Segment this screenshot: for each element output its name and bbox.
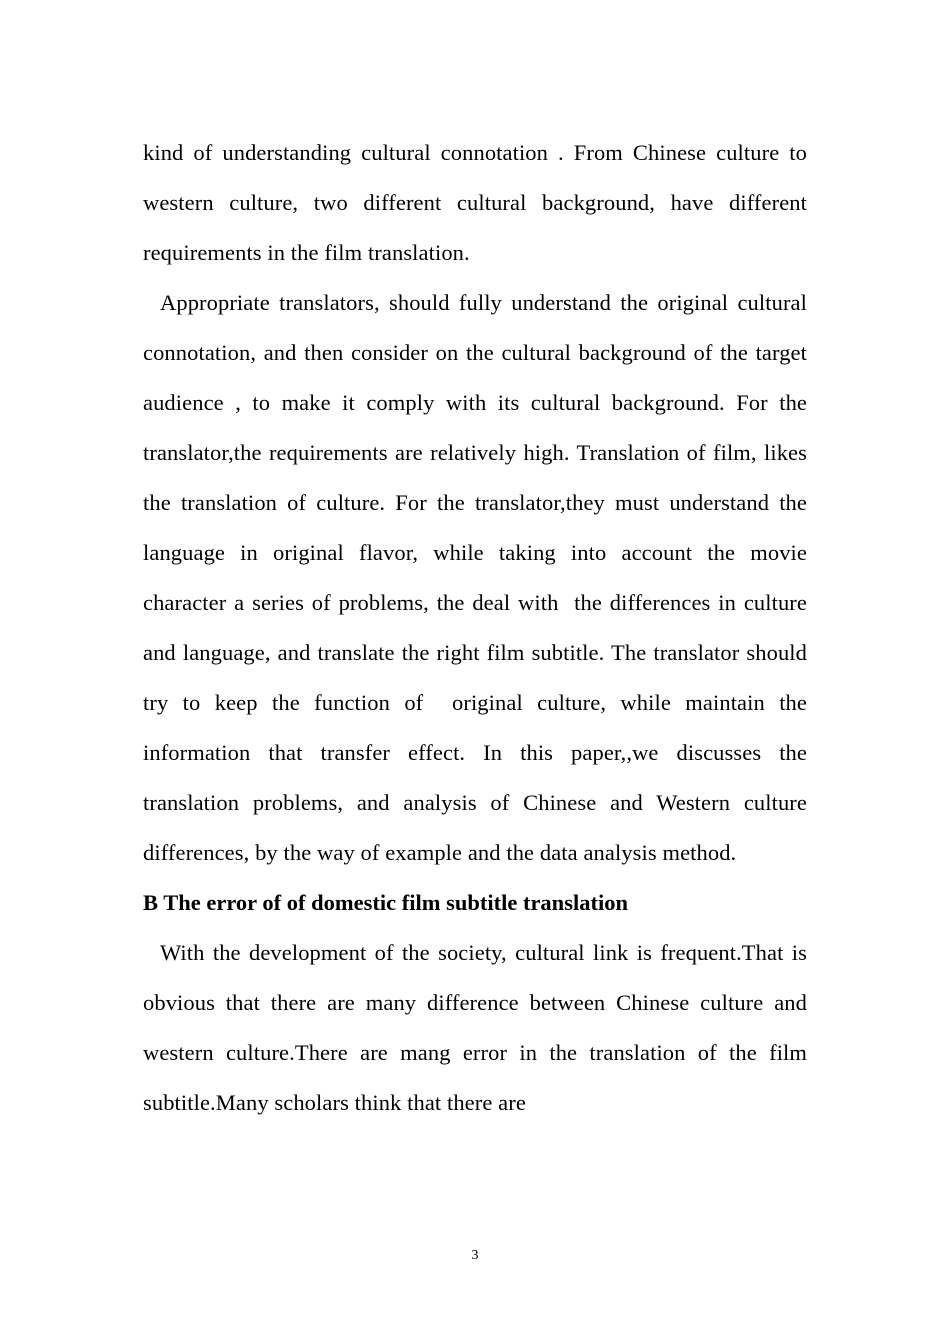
page-number-footer: 3 <box>471 1248 479 1263</box>
section-heading: B The error of of domestic film subtitle translation <box>143 890 628 915</box>
body-paragraph: Appropriate translators, should fully understand the original cultural connotation, and then consider on the cultural background of the target audience , to make it comply with its cultural background. For the translator,the requirements are relatively high. Translation of film, likes the translation of culture. For the translator,they must understand the language in original flavor, while taking into account the movie character a series of problems, the deal with the differences in culture and language, and translate the right film subtitle. The translator should try to keep the function of original culture, while maintain the information that transfer effect. In this paper,,we discusses the translation problems, and analysis of Chinese and Western culture differences, by the way of example and the data analysis method. <box>143 290 813 865</box>
body-paragraph: With the development of the society, cultural link is frequent.That is obvious that there are many difference between Chinese culture and western culture.There are mang error in the translation of the film subtitle.Many scholars think that there are <box>143 940 813 1115</box>
page-body-text <box>143 128 813 1128</box>
body-paragraph: kind of understanding cultural connotation . From Chinese culture to western culture, two different cultural background, have different requirements in the film translation. <box>143 140 813 265</box>
